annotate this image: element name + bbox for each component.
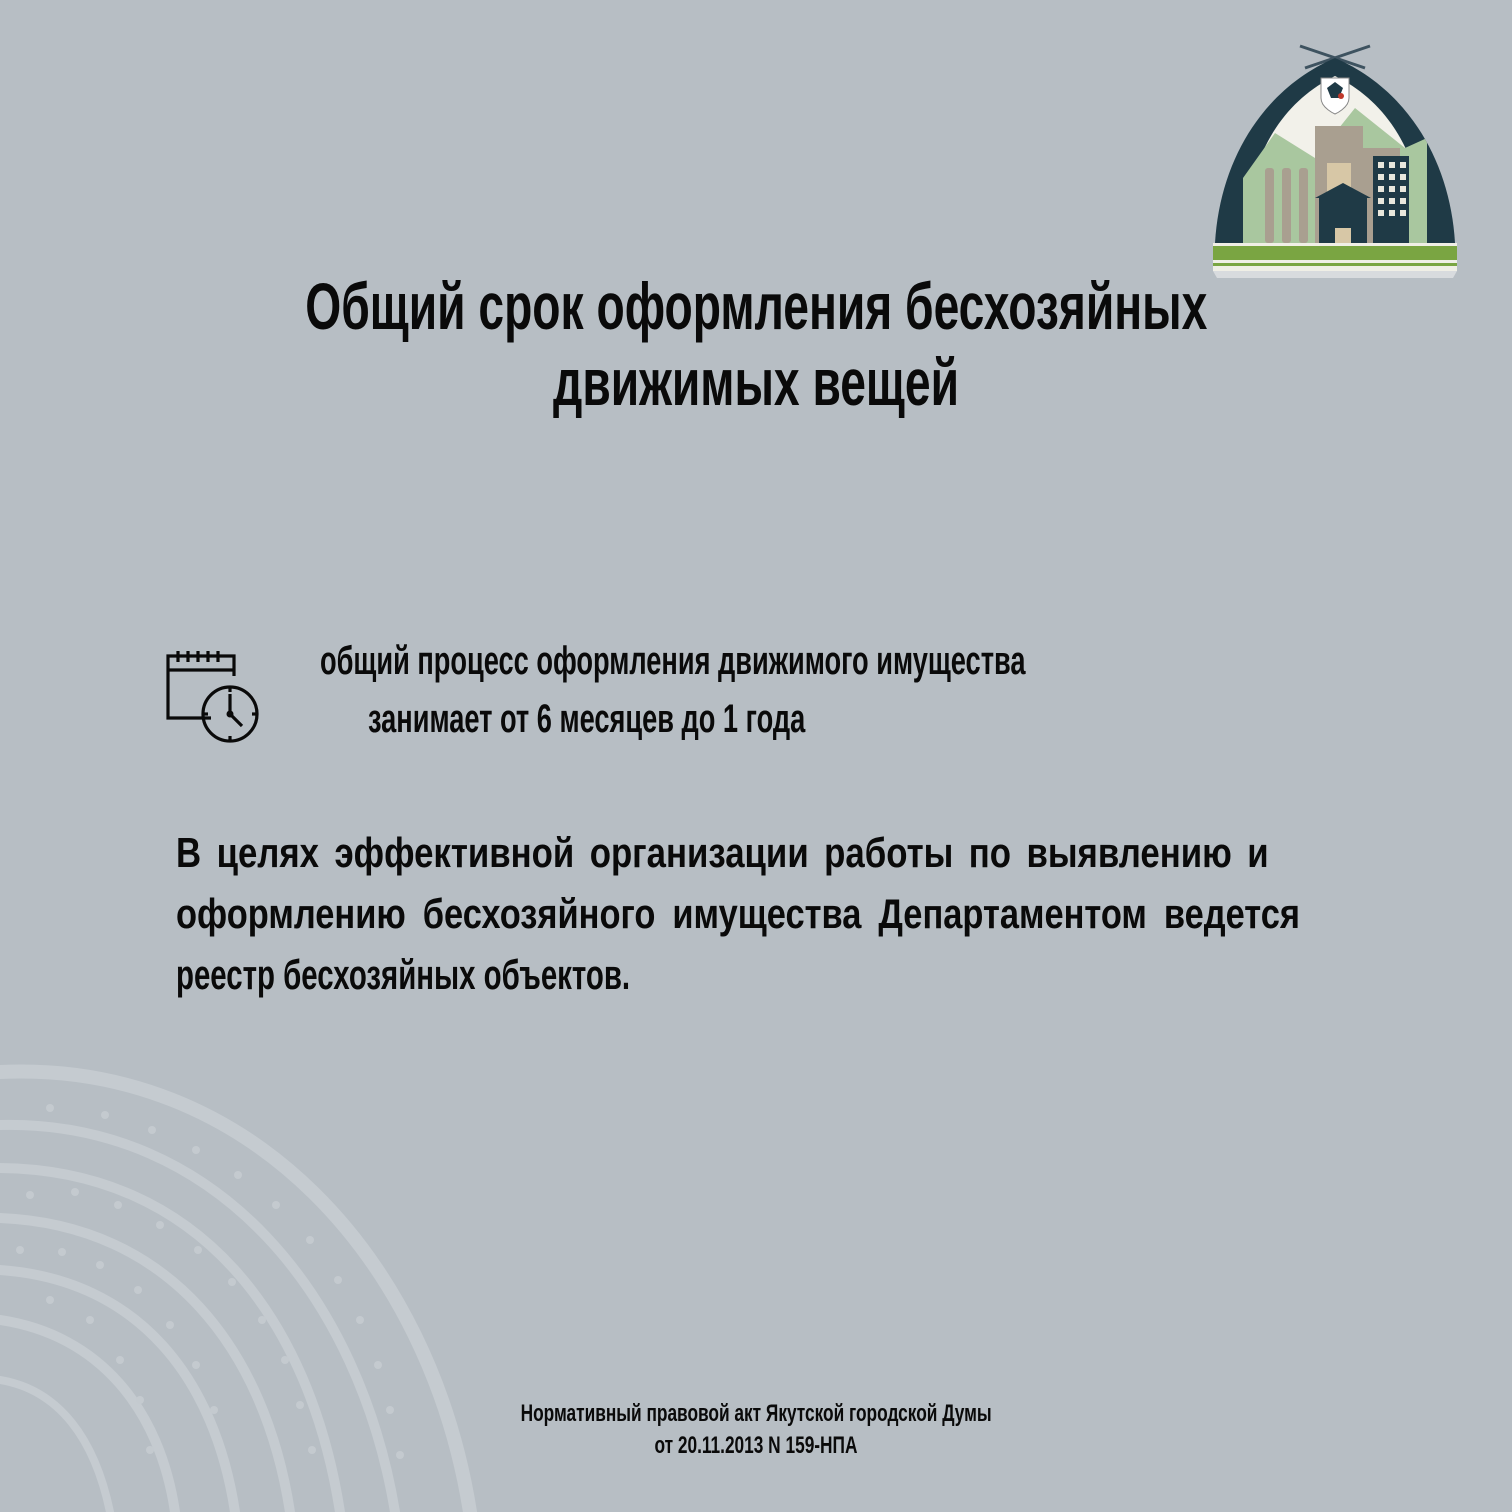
title-line-1: Общий срок оформления бесхозяйных — [304, 269, 1208, 343]
calendar-clock-icon — [164, 648, 260, 744]
paragraph-line-3: реестр бесхозяйных объектов. — [176, 951, 631, 998]
footer-line-2: от 20.11.2013 N 159-НПА — [654, 1432, 858, 1459]
page-title — [0, 268, 1512, 420]
legal-reference — [0, 1398, 1512, 1462]
title-line-2: движимых вещей — [552, 345, 959, 419]
paragraph-line-1: В целях эффективной организации работы по выявлению и — [176, 829, 1269, 876]
info-line-2: занимает от 6 месяцев до 1 года — [368, 697, 806, 741]
info-line-1: общий процесс оформления движимого имущества — [320, 639, 1026, 683]
registry-paragraph — [176, 822, 1351, 1005]
duration-info — [300, 632, 1260, 748]
paragraph-line-2: оформлению бесхозяйного имущества Департаментом ведется — [176, 890, 1300, 937]
footer-line-1: Нормативный правовой акт Якутской городской Думы — [520, 1400, 992, 1427]
yakutsk-city-emblem-icon — [1205, 38, 1465, 278]
